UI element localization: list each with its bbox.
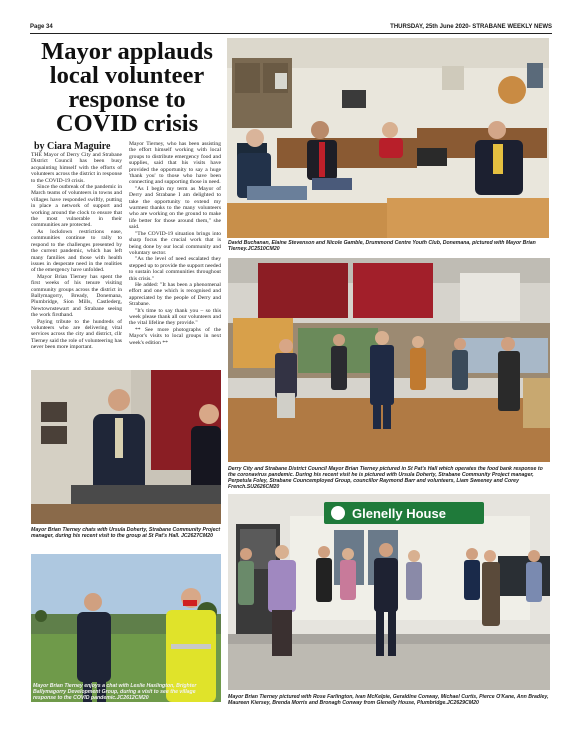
paragraph: As lockdown restrictions ease, communities continue to rally to respond to the challenges presented by the current pandemic, which has left many families and those with health issues in desperate need in the realities of the emergency have unfolded. [31,228,122,274]
paragraph: Mayor Tierney, who has been assisting the effort himself working with local groups to distribute emergency food and supplies, said that his visits have provided the opportunity to say a huge 'thank you' to those who have been connecting and supporting those in need. [129,141,221,186]
paragraph: Since the outbreak of the pandemic in March teams of volunteers in towns and villages have responded swiftly, putting in place a network of support and working around the clock to ensure that the most vulnerable in their communities are protected. [31,184,122,229]
paragraph: Paying tribute to the hundreds of volunteers who are delivering vital services across the city and district, cllr Tierney said the role of volunteering has never been more important. [31,318,122,351]
page-header [30,24,552,36]
paragraph: ** See more photographs of the Mayor's visits to local groups in next week's edition ** [129,326,221,346]
paragraph: "The COVID-19 situation brings into sharp focus the crucial work that is being done by our local community and voluntary sector. [129,230,221,256]
photo-ballymagorry [31,554,221,702]
photo-food-bank-hall [228,258,550,462]
photo-caption: David Buchanan, Elaine Stevenson and Nicole Gamble, Drummond Centre Youth Club, Donemana, pictured with Mayor Brian Tierney.JC2510CM20 [228,240,536,252]
headline: Mayor applauds local volunteer response to COVID crisis [41,38,213,137]
paragraph: Mayor Brian Tierney has spent the first weeks of his tenure visiting community groups across the district in Ballymagorry, Bready, Donemana, Plumbridge, Sion Mills, Castlederg, Newtownstewart and Strabane seeing the work firsthand. [31,273,122,319]
photo-glenelly-house [228,494,550,690]
paragraph: "As I begin my term as Mayor of Derry and Strabane I am delighted to take the opportunity to extend my warmest thanks to the many volunteers who are working on the ground to make life better for those around them," she said. [129,185,221,231]
photo-caption: Derry City and Strabane District Council Mayor Brian Tierney pictured in St Pat's Hall which operates the food bank response to the coronavirus pandemic. During his recent visit he is pictured with Ursula Doherty, Strabane Community Project manager, Perpetula Foley, Strabane Councemployed Group, councillor Raymond Barr and volunteers, Liam Sweeney and Corey French.SU2626CM20 [228,466,543,490]
dateline: THURSDAY, 25th June 2020- STRABANE WEEKLY NEWS [390,24,552,30]
byline: by Ciara Maguire [34,141,111,152]
photo-youth-club [227,38,549,238]
header-rule [30,33,552,34]
paragraph: THE Mayor of Derry City and Strabane District Council has been busy acquainting himself with the efforts of volunteers across the district in response to the COVID-19 crisis. [31,152,122,184]
hall-curtain [258,263,348,318]
paragraph: He added: "It has been a phenomenal effort and one which is recognised and appreciated by the people of Derry and Strabane. [129,281,221,308]
glenelly-sign-text: Glenelly House [352,506,446,521]
photo-caption: Mayor Brian Tierney chats with Ursula Doherty, Strabane Community Project manager, during his recent visit to the group at St Pat's Hall. JC2627CM20 [31,527,221,539]
paragraph: "As the level of need escalated they stepped up to provide the support needed to sustain local communities throughout this crisis." [129,256,221,282]
photo-caption: Mayor Brian Tierney pictured with Rose Farlington, Ivan McKelpie, Geraldine Conway, Michael Curtis, Pierce O'Kane, Ann Bradley, Maureen Kiersey, Brenda Morris and Bronagh Conway from Glenelly House, Plumbridge.JC2629CM20 [228,694,549,706]
page-number: Page 34 [30,24,53,30]
article-column-1 [31,152,122,362]
paragraph: "It's time to say thank you – so this week please thank all our volunteers and the vital lifeline they provide." [129,307,221,327]
photo-mayor-chat [31,370,221,524]
photo-caption: Mayor Brian Tierney enjoys a chat with Leslie Haslington, Brighter Ballymagorry Development Group, during a visit to see the village response to the COVID pandemic.JC2612CM20 [33,683,197,701]
article-column-2 [129,141,221,366]
